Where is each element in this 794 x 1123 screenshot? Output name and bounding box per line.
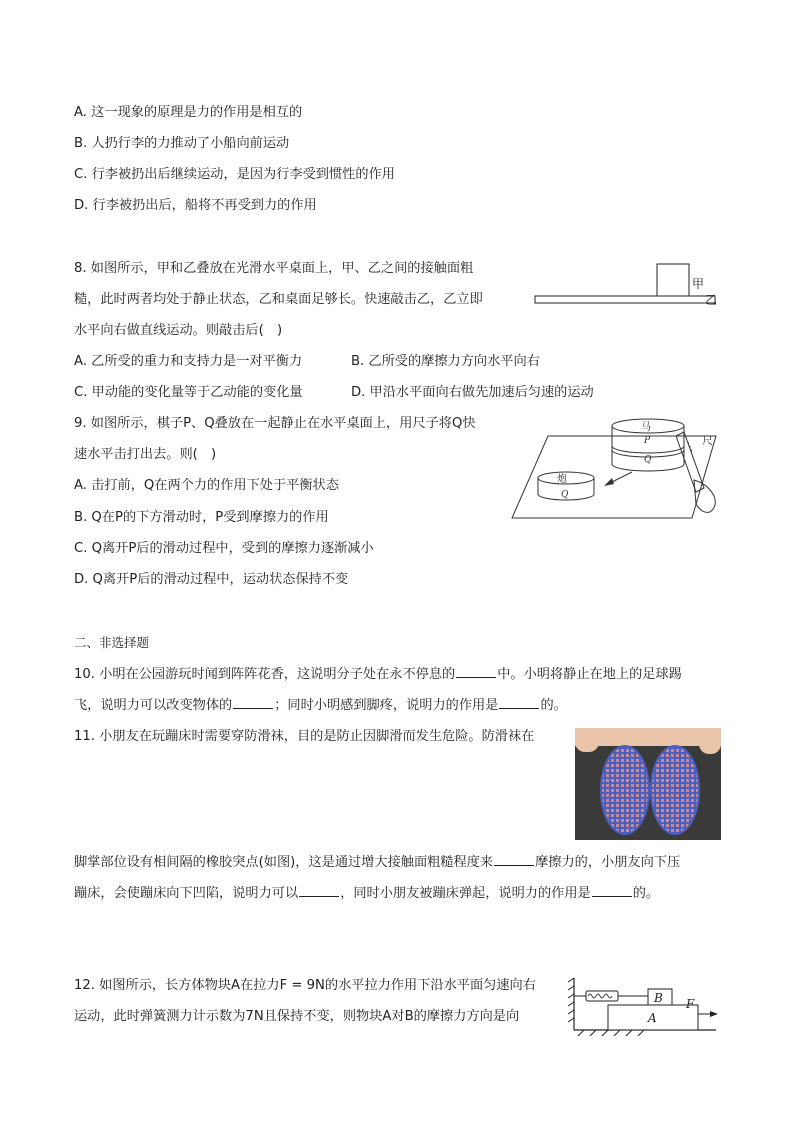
section-title: 二、非选择题 (74, 635, 150, 650)
q12-figure (568, 974, 720, 1036)
top-piece-char: 马 (641, 422, 651, 433)
q9-stem-line1: 9. 如图所示，棋子P、Q叠放在一起静止在水平桌面上，用尺子将Q快 (74, 416, 476, 431)
q8-option-a: A. 乙所受的重力和支持力是一对平衡力 (74, 354, 303, 369)
q7-option-b: B. 人扔行李的力推动了小船向前运动 (74, 136, 290, 151)
q7-option-c: C. 行李被扔出后继续运动，是因为行李受到惯性的作用 (74, 167, 395, 182)
q11-text3: 蹦床，会使蹦床向下凹陷，说明力可以 (74, 886, 299, 901)
label-p: P (644, 436, 651, 446)
q11-text5: 的。 (632, 886, 660, 901)
label-jia: 甲 (692, 277, 705, 291)
q10-text1: 10. 小明在公园游玩时闻到阵阵花香，这说明分子处在永不停息的 (74, 667, 456, 682)
q10-text4: ；同时小明感到脚疼，说明力的作用是 (274, 698, 499, 713)
q10-blank1[interactable] (456, 665, 496, 678)
q8-stem-line2: 糙，此时两者均处于静止状态，乙和桌面足够长。快速敲击乙，乙立即 (74, 292, 483, 307)
q9-option-b: B. Q在P的下方滑动时，P受到摩擦力的作用 (74, 510, 329, 525)
spring-scale (586, 991, 618, 1001)
q10-blank3[interactable] (499, 696, 539, 709)
label-ruler: 尺 (702, 434, 713, 447)
q9-option-a: A. 击打前，Q在两个力的作用下处于平衡状态 (74, 478, 339, 493)
label-yi: 乙 (705, 293, 718, 307)
q11-line2 (74, 853, 680, 872)
q12-line2: 运动，此时弹簧测力计示数为7N且保持不变，则物块A对B的摩擦力方向是向 (74, 1009, 520, 1024)
label-a: A (648, 1011, 657, 1025)
ruler (676, 432, 704, 492)
q8-stem-line3: 水平向右做直线运动。则敲击后( ) (74, 323, 283, 338)
q7-option-d: D. 行李被扔出后，船将不再受到力的作用 (74, 198, 317, 213)
q10-text5: 的。 (540, 698, 567, 713)
hand-right (699, 732, 721, 754)
q10-line2 (74, 696, 567, 715)
flying-piece-q: Q (561, 490, 569, 500)
hand (694, 480, 715, 512)
label-q: Q (644, 455, 652, 465)
q10-text3: 飞，说明力可以改变物体的 (74, 698, 233, 713)
q9-figure (508, 414, 726, 522)
q11-blank2[interactable] (299, 884, 339, 897)
label-f: F (686, 997, 695, 1011)
hand-left (575, 732, 599, 752)
q11-text4: ，同时小朋友被蹦床弹起，说明力的作用是 (340, 886, 591, 901)
q12-line1: 12. 如图所示，长方体物块A在拉力F = 9N的水平拉力作用下沿水平面匀速向右 (74, 978, 536, 993)
block-jia (657, 264, 689, 296)
flying-piece-char: 炮 (557, 474, 567, 485)
q11-line3 (74, 884, 659, 903)
q9-option-c: C. Q离开P后的滑动过程中，受到的摩擦力逐渐减小 (74, 541, 374, 556)
label-b: B (654, 991, 663, 1005)
board-yi (535, 296, 715, 303)
q11-line1: 11. 小朋友在玩蹦床时需要穿防滑袜，目的是防止因脚滑而发生危险。防滑袜在 (74, 729, 535, 744)
q11-blank1[interactable] (494, 853, 534, 866)
q9-stem-line2: 速水平击打出去。则( ) (74, 447, 217, 462)
q10-blank2[interactable] (233, 696, 273, 709)
q10-text2: 中。小明将静止在地上的足球踢 (497, 667, 682, 682)
q11-blank3[interactable] (592, 884, 632, 897)
q8-option-b: B. 乙所受的摩擦力方向水平向右 (351, 354, 540, 369)
q8-option-c: C. 甲动能的变化量等于乙动能的变化量 (74, 385, 303, 400)
q8-figure (525, 258, 725, 310)
q11-text1: 脚掌部位设有相间隔的橡胶突点(如图)，这是通过增大接触面粗糙程度来 (74, 855, 494, 870)
q9-option-d: D. Q离开P后的滑动过程中，运动状态保持不变 (74, 572, 349, 587)
q11-photo-socks (575, 728, 721, 840)
q7-option-a: A. 这一现象的原理是力的作用是相互的 (74, 105, 303, 120)
q8-stem-line1: 8. 如图所示，甲和乙叠放在光滑水平桌面上，甲、乙之间的接触面粗 (74, 261, 474, 276)
q8-option-d: D. 甲沿水平面向右做先加速后匀速的运动 (351, 385, 594, 400)
sock-left (601, 746, 649, 834)
q10-line1 (74, 665, 682, 684)
sock-right (651, 746, 699, 834)
q11-text2: 摩擦力的，小朋友向下压 (535, 855, 681, 870)
